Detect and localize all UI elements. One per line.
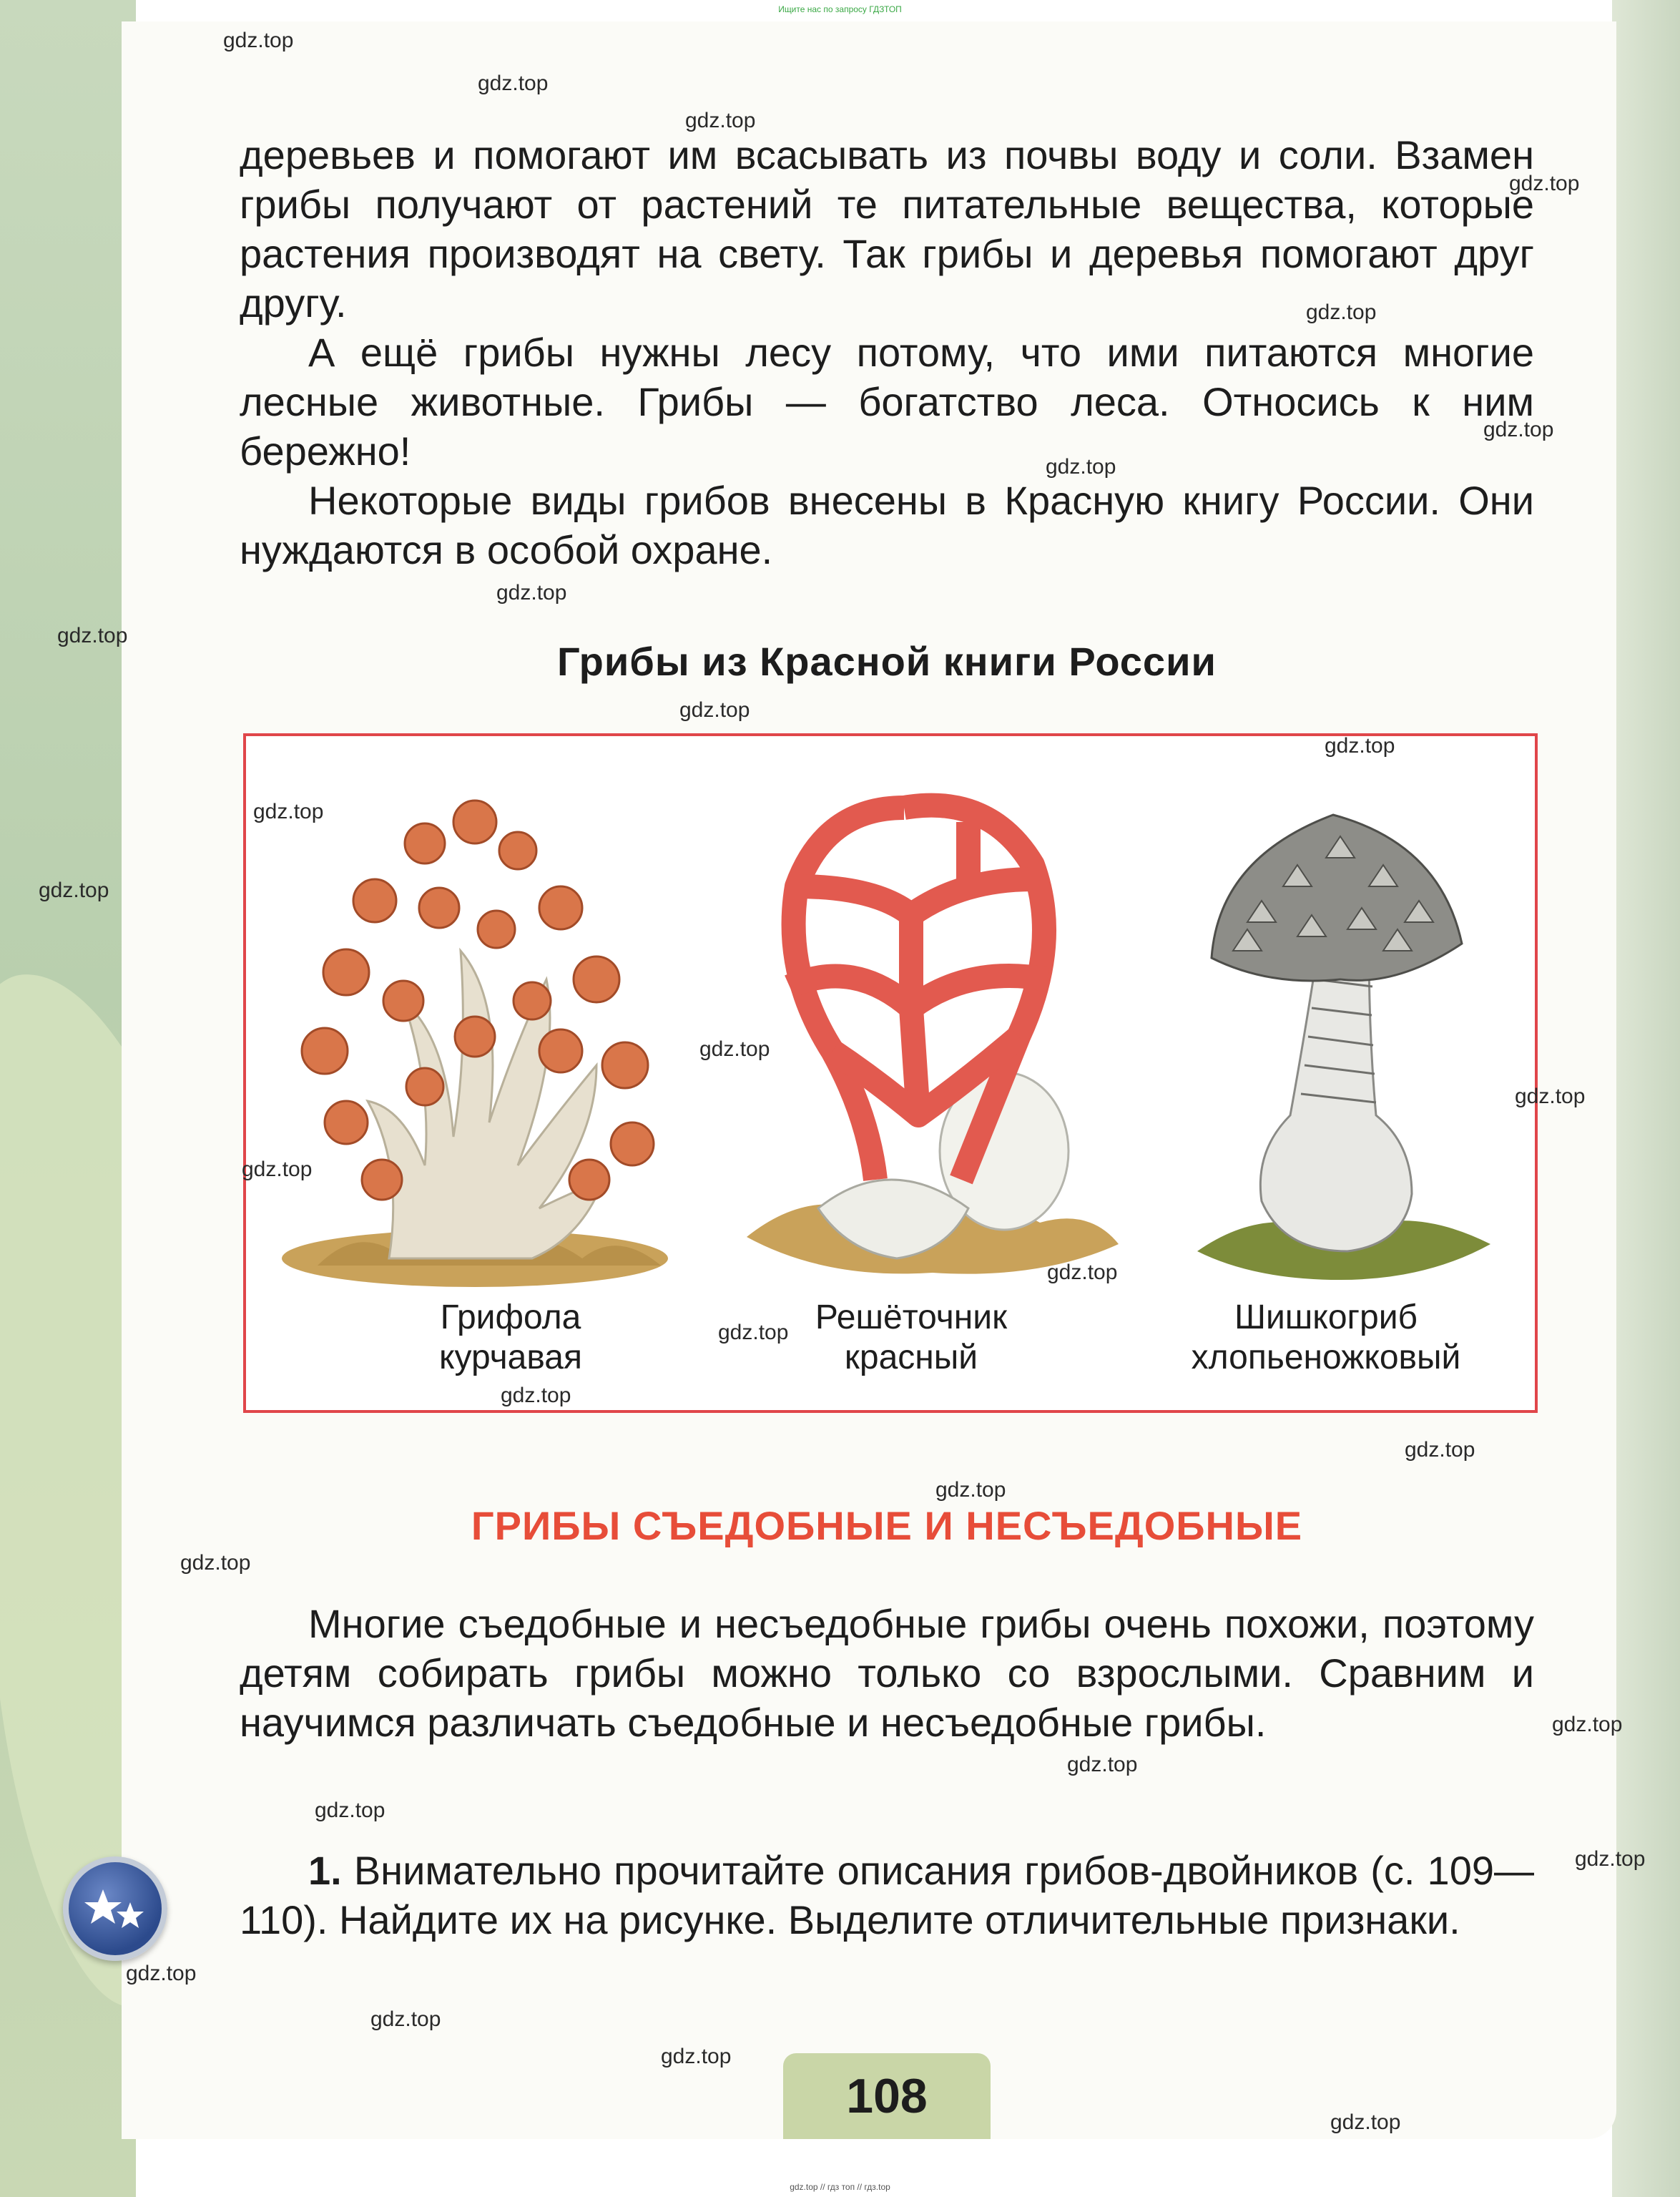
caption-clathrus: Решёточник красный [815,1298,1008,1376]
watermark: gdz.top [1509,172,1580,195]
red-book-title: Грибы из Красной книги России [557,639,1217,684]
difficulty-star-icon [63,1856,167,1961]
watermark: gdz.top [1325,734,1395,758]
watermark: gdz.top [1552,1713,1623,1736]
watermark: gdz.top [501,1384,571,1407]
clathrus-illustration [732,779,1133,1294]
watermark: gdz.top [370,2007,441,2031]
caption-strobilomyces: Шишкогриб хлопьеножковый [1191,1298,1461,1376]
watermark: gdz.top [1405,1438,1475,1462]
section-heading: ГРИБЫ СЪЕДОБНЫЕ И НЕСЪЕДОБНЫЕ [471,1503,1303,1548]
watermark: gdz.top [1483,418,1554,441]
header-note: Ищите нас по запросу ГДЗТОП [778,4,902,14]
watermark: gdz.top [315,1799,385,1822]
text-block-top [240,130,1534,574]
paragraph-edible: Многие съедобные и несъедобные грибы очень похожи, поэтому детям собирать грибы можно только со взрослыми. Сравним и научимся различать съедобные и несъедобные грибы. [240,1601,1534,1745]
watermark: gdz.top [253,800,324,823]
watermark: gdz.top [1067,1753,1138,1776]
page-number: 108 [783,2053,991,2139]
watermark: gdz.top [496,581,567,605]
watermark: gdz.top [242,1158,313,1181]
watermark: gdz.top [1047,1261,1118,1284]
footer-note: gdz.top // гдз топ // гдз.top [790,2182,890,2192]
watermark: gdz.top [39,879,109,902]
watermark: gdz.top [223,29,294,52]
task-number: 1. [308,1848,342,1893]
watermark: gdz.top [126,1962,197,1985]
text-block-edible [240,1599,1534,1747]
red-book-fungi-box [243,733,1538,1413]
watermark: gdz.top [1046,455,1116,479]
watermark: gdz.top [685,109,756,132]
watermark: gdz.top [478,72,549,95]
watermark: gdz.top [935,1478,1006,1502]
watermark: gdz.top [1515,1085,1586,1108]
watermark: gdz.top [699,1037,770,1061]
paragraph-roots: деревьев и помогают им всасывать из почвы воду и соли. Взамен грибы получают от растений те питательные вещества, которые растения производят на свету. Так грибы и деревья помогают друг другу. [240,132,1534,326]
watermark: gdz.top [718,1321,789,1344]
grifola-illustration [260,765,718,1294]
task-block [240,1846,1534,1944]
watermark: gdz.top [1306,300,1377,324]
watermark: gdz.top [57,624,128,647]
watermark: gdz.top [1330,2110,1401,2134]
watermark: gdz.top [1575,1847,1646,1871]
task-text: Внимательно прочитайте описания грибов-двойников (с. 109—110). Найдите их на рисунке. Выделите отличительные признаки. [240,1848,1534,1942]
paragraph-red-book: Некоторые виды грибов внесены в Красную книгу России. Они нуждаются в особой охране. [240,478,1534,572]
task-paragraph [240,1846,1534,1944]
paragraph-animals: А ещё грибы нужны лесу потому, что ими питаются многие лесные животные. Грибы — богатство леса. Относись к ним бережно! [240,330,1534,474]
strobilomyces-illustration [1169,779,1526,1294]
watermark: gdz.top [180,1551,251,1575]
caption-grifola: Грифола курчавая [439,1298,582,1376]
watermark: gdz.top [679,698,750,722]
watermark: gdz.top [661,2045,732,2068]
